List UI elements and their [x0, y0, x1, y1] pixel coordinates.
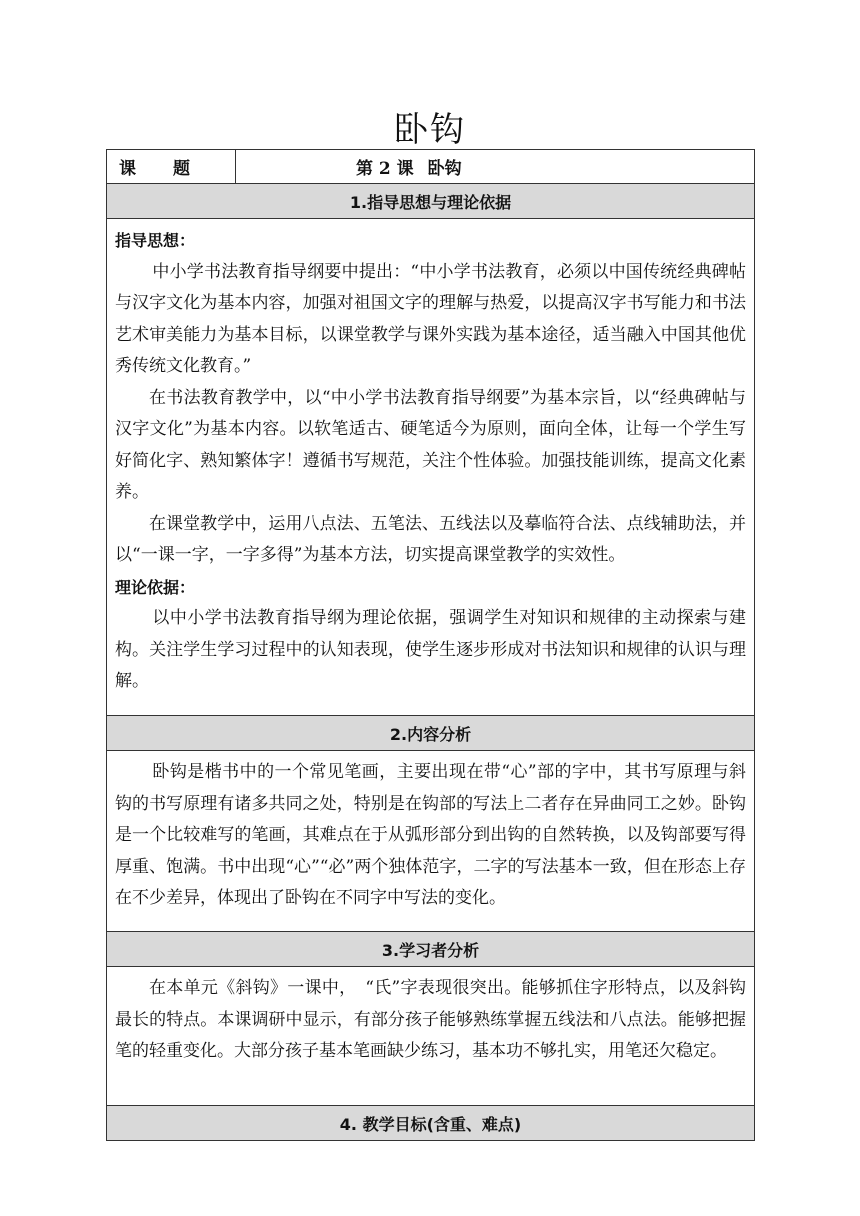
- section-heading-1: 1.指导思想与理论依据: [107, 184, 755, 219]
- paragraph: 在书法教育教学中，以“中小学书法教育指导纲要”为基本宗旨，以“经典碑帖与汉字文化”为基本内容。以软笔适古、硬笔适今为原则，面向全体，让每一个学生写好简化字、熟知繁体字！遵循书写规范，关注个性体验。加强技能训练，提高文化素养。: [115, 387, 746, 502]
- subheading-guiding-thought: 指导思想：: [115, 231, 196, 250]
- paragraph: 在课堂教学中，运用八点法、五笔法、五线法以及摹临符合法、点线辅助法，并以“一课一字，一字多得”为基本方法，切实提高课堂教学的实效性。: [115, 513, 746, 565]
- section-heading-row: [107, 932, 755, 967]
- section-heading-row: [107, 184, 755, 219]
- section-heading-row: [107, 716, 755, 751]
- section-heading-row: [107, 1106, 755, 1141]
- section-heading-2: 2.内容分析: [107, 716, 755, 751]
- paragraph: 以中小学书法教育指导纲为理论依据，强调学生对知识和规律的主动探索与建构。关注学生学习过程中的认知表现，使学生逐步形成对书法知识和规律的认识与理解。: [115, 608, 746, 691]
- header-row: [107, 150, 755, 184]
- section-body-3: [107, 967, 755, 1106]
- section-body-row: [107, 967, 755, 1106]
- section-body-2: [107, 751, 755, 932]
- section-body-row: [107, 219, 755, 716]
- paragraph: 卧钩是楷书中的一个常见笔画，主要出现在带“心”部的字中，其书写原理与斜钩的书写原理有诸多共同之处，特别是在钩部的写法上二者存在异曲同工之妙。卧钩是一个比较难写的笔画，其难点在于从弧形部分到出钩的自然转换，以及钩部要写得厚重、饱满。书中出现“心”“必”两个独体范字，二字的写法基本一致，但在形态上存在不少差异，体现出了卧钩在不同字中写法的变化。: [115, 762, 746, 908]
- paragraph: 中小学书法教育指导纲要中提出：“中小学书法教育，必须以中国传统经典碑帖与汉字文化为基本内容，加强对祖国文字的理解与热爱，以提高汉字书写能力和书法艺术审美能力为基本目标，以课堂教学与课外实践为基本途径，适当融入中国其他优秀传统文化教育。”: [115, 261, 746, 376]
- header-label: 课 题: [107, 150, 236, 184]
- subheading-theoretical-basis: 理论依据：: [115, 577, 196, 597]
- section-heading-4: 4. 教学目标(含重、难点): [107, 1106, 755, 1141]
- section-body-1: [107, 219, 755, 716]
- header-value: [236, 150, 755, 184]
- document-title: 卧钩: [394, 110, 466, 150]
- section-body-row: [107, 751, 755, 932]
- lesson-plan-table: [106, 149, 755, 1141]
- paragraph: 在本单元《斜钩》一课中， “氏”字表现很突出。能够抓住字形特点，以及斜钩最长的特点。本课调研中显示，有部分孩子能够熟练掌握五线法和八点法。能够把握笔的轻重变化。大部分孩子基本笔画缺少练习，基本功不够扎实，用笔还欠稳定。: [115, 978, 746, 1061]
- lesson-number: 第 2 课: [356, 159, 414, 179]
- lesson-name: 卧钩: [427, 159, 462, 179]
- section-heading-3: 3.学习者分析: [107, 932, 755, 967]
